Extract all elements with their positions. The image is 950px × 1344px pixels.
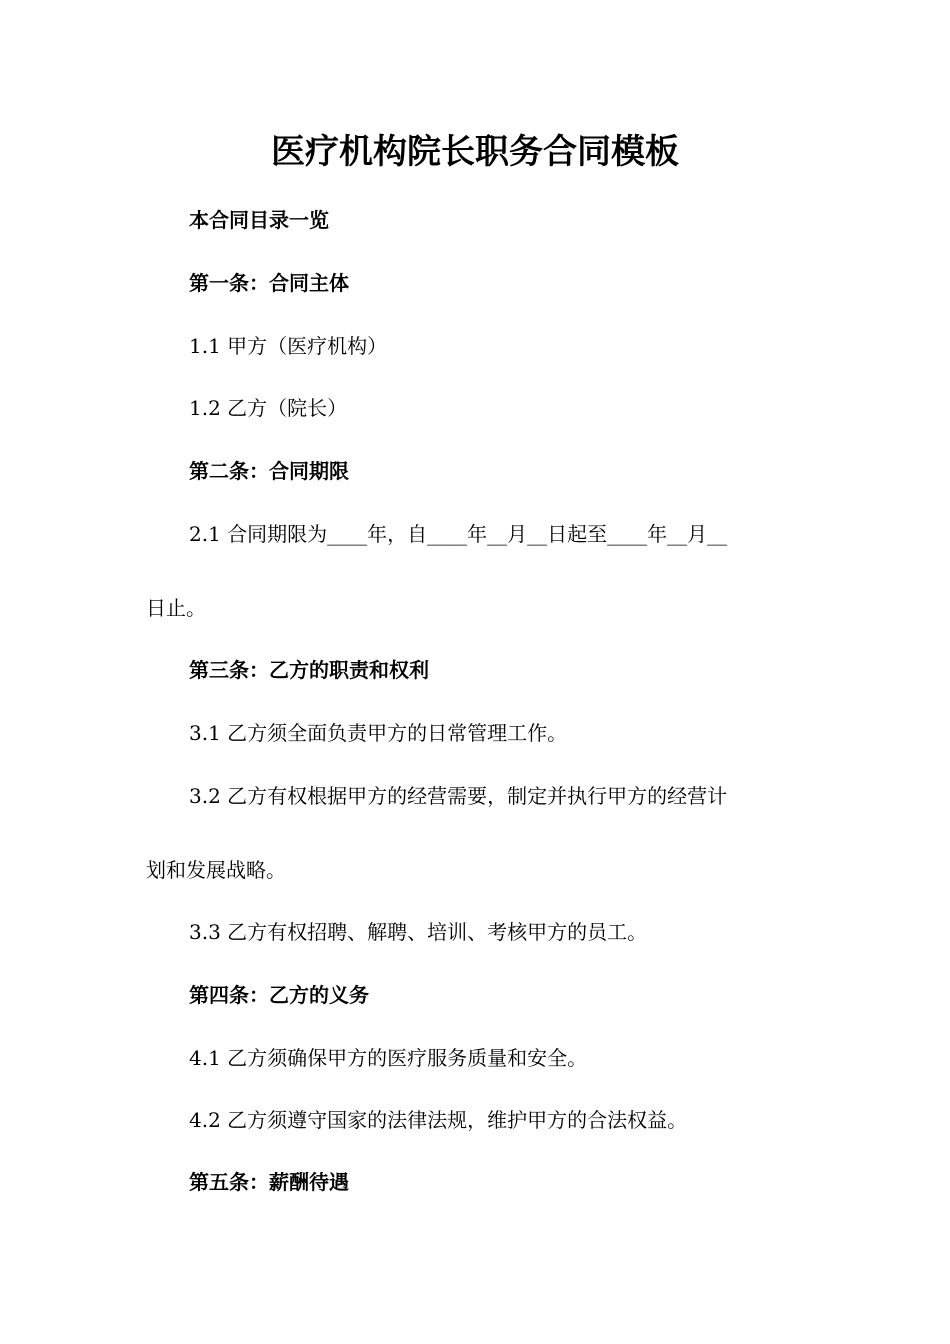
clause-3-1: 3.1 乙方须全面负责甲方的日常管理工作。 — [189, 721, 568, 745]
clause-3-2-line-1: 3.2 乙方有权根据甲方的经营需要，制定并执行甲方的经营计 — [189, 784, 728, 808]
clause-3-2-line-2: 划和发展战略。 — [146, 858, 286, 882]
clause-3-3: 3.3 乙方有权招聘、解聘、培训、考核甲方的员工。 — [189, 920, 648, 944]
document-title: 医疗机构院长职务合同模板 — [271, 132, 679, 172]
article-3-heading: 第三条：乙方的职责和权利 — [189, 658, 429, 682]
clause-4-1: 4.1 乙方须确保甲方的医疗服务质量和安全。 — [189, 1046, 588, 1070]
article-4-heading: 第四条：乙方的义务 — [189, 983, 369, 1007]
clause-2-1-line-1: 2.1 合同期限为____年，自____年__月__日起至____年__月__ — [189, 522, 728, 546]
article-1-heading: 第一条：合同主体 — [189, 271, 349, 295]
article-2-heading: 第二条：合同期限 — [189, 459, 349, 483]
clause-2-1-line-2: 日止。 — [146, 596, 206, 620]
clause-4-2: 4.2 乙方须遵守国家的法律法规，维护甲方的合法权益。 — [189, 1108, 688, 1132]
article-5-heading: 第五条：薪酬待遇 — [189, 1170, 349, 1194]
toc-heading: 本合同目录一览 — [189, 208, 329, 232]
clause-1-2: 1.2 乙方（院长） — [189, 396, 348, 420]
clause-1-1: 1.1 甲方（医疗机构） — [189, 334, 388, 358]
